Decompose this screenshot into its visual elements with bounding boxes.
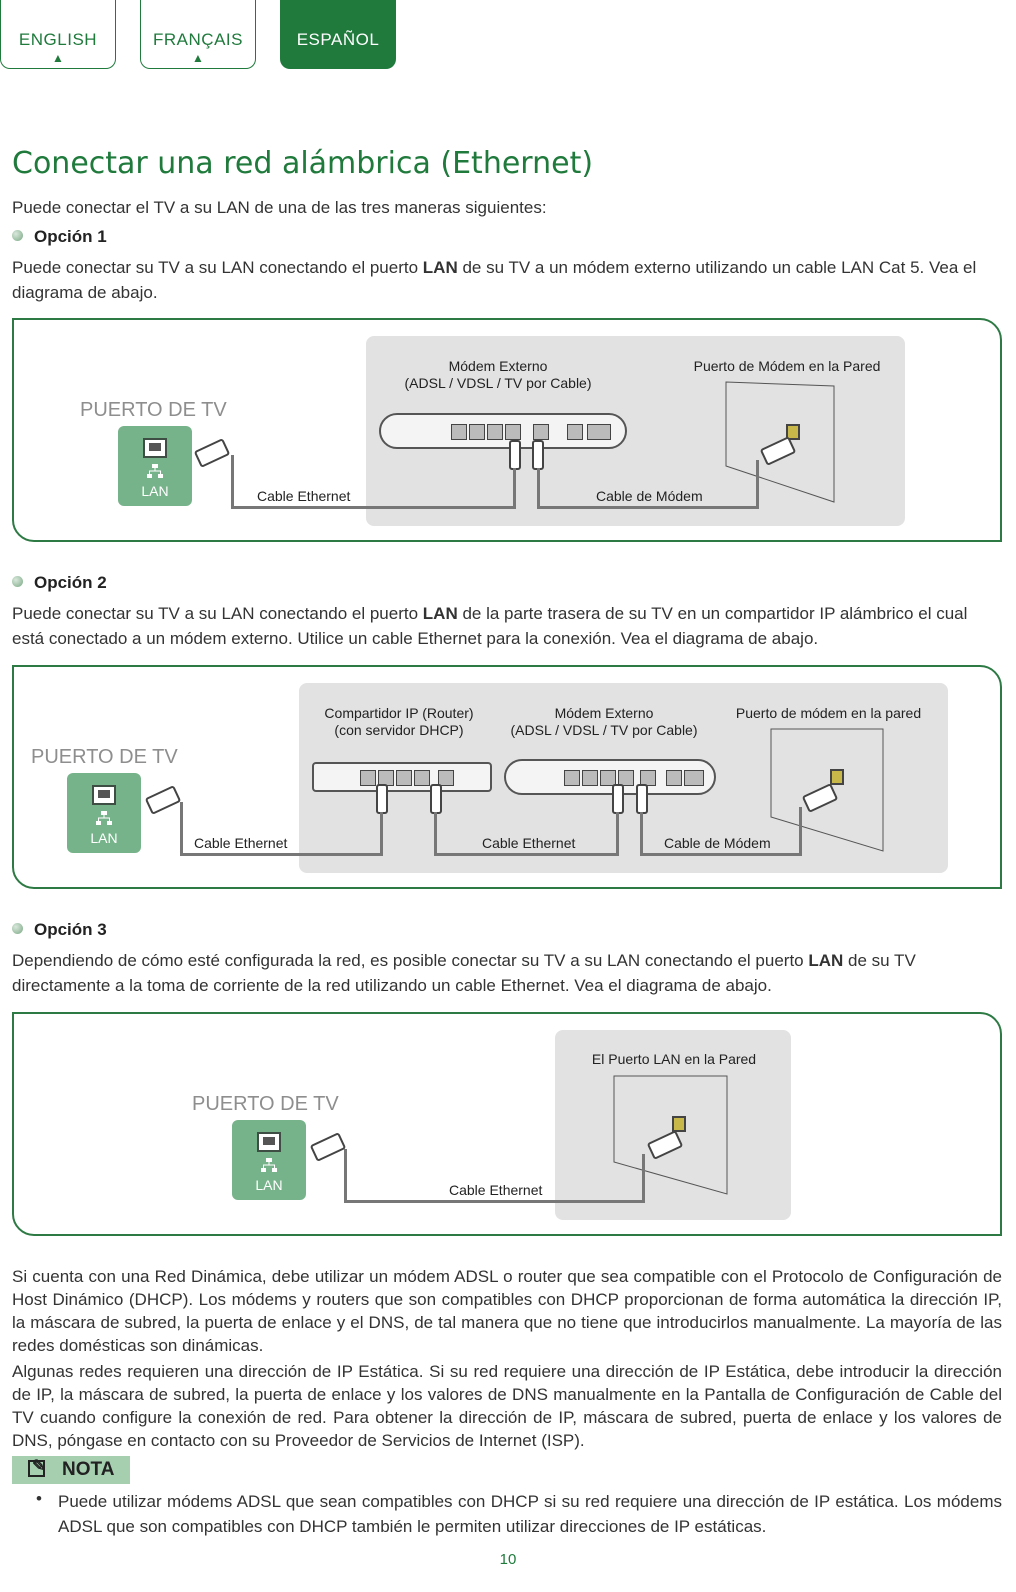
ethernet-cable-label: Cable Ethernet [482, 835, 576, 851]
tv-port-label: PUERTO DE TV [192, 1093, 339, 1115]
nota-label: NOTA [62, 1459, 115, 1480]
nota-bullet-text: Puede utilizar módems ADSL que sean compatibles con DHCP si su red requiere una dirección de IP estática. Los módems ADSL que son compatibles con DHCP también le permiten utilizar direcciones de IP estáticas. [58, 1492, 1002, 1536]
modem-cable [640, 853, 802, 856]
modem-cable-label: Cable de Módem [664, 835, 771, 851]
modem-cable [537, 468, 540, 509]
ethernet-cable [616, 812, 619, 856]
option3-heading: Opción 3 [12, 920, 107, 940]
ethernet-cable [434, 853, 618, 856]
tab-espanol-label: ESPAÑOL [296, 30, 380, 49]
ethernet-jack-icon [143, 438, 167, 458]
ethernet-cable [231, 455, 234, 509]
ethernet-cable [344, 1200, 644, 1203]
ethernet-jack-icon [92, 785, 116, 805]
ethernet-plug-icon [612, 784, 624, 814]
ethernet-cable [231, 506, 515, 509]
modem-cable [799, 807, 802, 856]
option1-heading: Opción 1 [12, 227, 107, 247]
wall-jack-icon [830, 769, 844, 785]
tv-port-label: PUERTO DE TV [80, 399, 227, 421]
lan-port-box [67, 773, 141, 853]
triangle-up-icon: ▲ [52, 51, 64, 65]
modem-cable [756, 460, 759, 509]
network-icon [96, 811, 112, 825]
lan-port-box [232, 1120, 306, 1200]
triangle-up-icon: ▲ [192, 51, 204, 65]
tab-francais-label: FRANÇAIS [153, 30, 243, 49]
option1-diagram [12, 318, 1002, 542]
ethernet-jack-icon [257, 1132, 281, 1152]
option1-text: Puede conectar su TV a su LAN conectando el puerto LAN de su TV a un módem externo utilizando un cable LAN Cat 5. Vea el diagrama de abajo. [12, 258, 977, 302]
static-ip-paragraph: Algunas redes requieren una dirección de IP Estática. Si su red requiere una dirección de IP Estática, debe introducir la dirección de IP, la máscara de subred, la puerta de enlace y los valores de DNS manualmente en la Pantalla de Configuración de Cable del TV cuando configure la conexión de red. Para obtener la dirección de IP, máscara de subred, puerta de enlace y los valores de DNS, póngase en contacto con su Proveedor de Servicios de Internet (ISP). [12, 1362, 1002, 1450]
modem-cable [537, 506, 759, 509]
ethernet-plug-icon [376, 784, 388, 814]
ethernet-cable [642, 1154, 645, 1203]
nota-badge [12, 1456, 130, 1484]
intro-text: Puede conectar el TV a su LAN de una de las tres maneras siguientes: [12, 198, 547, 217]
tv-port-label: PUERTO DE TV [31, 746, 178, 768]
modem-plug-icon [532, 440, 544, 470]
ethernet-cable [434, 812, 437, 856]
ethernet-cable-label: Cable Ethernet [194, 835, 288, 851]
option2-heading: Opción 2 [12, 573, 107, 593]
section-title: Conectar una red alámbrica (Ethernet) [12, 146, 594, 181]
external-modem-icon [504, 759, 716, 795]
tab-francais[interactable] [140, 0, 256, 69]
option2-text: Puede conectar su TV a su LAN conectando el puerto LAN de la parte trasera de su TV en un compartidor IP alámbrico el cual está conectado a un módem externo. Utilice un cable Ethernet para la conexión. Vea el diagrama de abajo. [12, 604, 968, 648]
option2-diagram [12, 665, 1002, 889]
ethernet-cable [380, 812, 383, 856]
router-icon [312, 762, 492, 792]
network-icon [261, 1158, 277, 1172]
bullet-dot-icon [12, 576, 23, 587]
lan-label: LAN [141, 483, 169, 499]
modem-caption: Módem Externo (ADSL / VDSL / TV por Cable) [510, 705, 698, 738]
lan-port-box [118, 426, 192, 506]
modem-cable-label: Cable de Módem [596, 488, 703, 504]
modem-cable [640, 812, 643, 856]
dhcp-paragraph: Si cuenta con una Red Dinámica, debe utilizar un módem ADSL o router que sea compatible con el Protocolo de Configuración de Host Dinámico (DHCP). Los módems y routers que son compatibles con DHCP proporcionan de forma automática la dirección IP, la máscara de subred, la puerta de enlace y el DNS, de tal manera que no tiene que introducirlos manualmente. La mayoría de las redes domésticas son dinámicas. [12, 1267, 1002, 1355]
ethernet-cable-label: Cable Ethernet [449, 1182, 543, 1198]
router-caption: Compartidor IP (Router) (con servidor DHCP) [324, 705, 474, 738]
bullet-dot-icon [12, 230, 23, 241]
bullet-dot-icon [12, 923, 23, 934]
tab-espanol[interactable] [280, 0, 396, 69]
page-number: 10 [499, 1551, 517, 1568]
ethernet-cable [344, 1149, 347, 1203]
modem-plug-icon [636, 784, 648, 814]
modem-caption: Módem Externo (ADSL / VDSL / TV por Cable) [404, 358, 592, 391]
ethernet-plug-icon [310, 1132, 347, 1162]
ethernet-cable [180, 853, 382, 856]
wall-port-caption: Puerto de Módem en la Pared [693, 358, 881, 374]
option3-diagram [12, 1012, 1002, 1236]
ethernet-plug-icon [145, 785, 182, 815]
wall-jack-icon [672, 1116, 686, 1132]
lan-label: LAN [90, 830, 118, 846]
network-icon [147, 464, 163, 478]
ethernet-cable [180, 802, 183, 856]
bullet-dot: • [36, 1489, 42, 1508]
tab-english[interactable] [0, 0, 116, 69]
external-modem-icon [379, 413, 627, 449]
ethernet-plug-icon [430, 784, 442, 814]
option3-text: Dependiendo de cómo esté configurada la red, es posible conectar su TV a su LAN conectando el puerto LAN de su TV directamente a la toma de corriente de la red utilizando un cable Ethernet. Vea el diagrama de abajo. [12, 951, 916, 995]
note-edit-icon [28, 1460, 45, 1477]
wall-lan-caption: El Puerto LAN en la Pared [591, 1051, 757, 1067]
ethernet-plug-icon [509, 440, 521, 470]
ethernet-plug-icon [194, 438, 231, 468]
lan-label: LAN [255, 1177, 283, 1193]
tab-english-label: ENGLISH [18, 30, 98, 49]
wall-port-caption: Puerto de módem en la pared [735, 705, 922, 721]
ethernet-cable-label: Cable Ethernet [257, 488, 351, 504]
ethernet-cable [513, 468, 516, 509]
